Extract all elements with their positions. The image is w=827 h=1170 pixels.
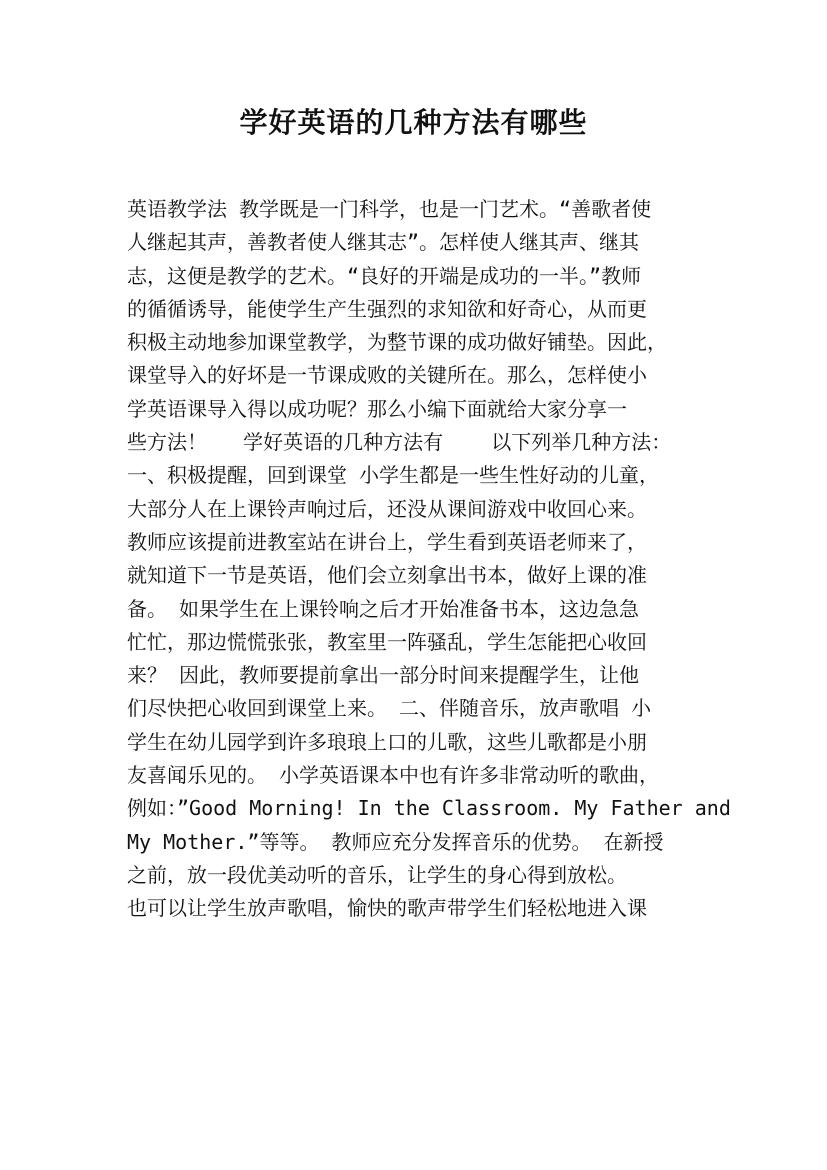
body-line-19: 例如：”Good Morning! In the Classroom. My Father and	[127, 796, 731, 821]
body-line-9: 一、积极提醒，回到课堂 小学生都是一些生性好动的儿童，	[127, 463, 660, 488]
body-line-17: 学生在幼儿园学到许多琅琅上口的儿歌，这些儿歌都是小朋	[127, 729, 647, 754]
body-line-2: 人继起其声，善教者使人继其志”。怎样使人继其声、继其	[127, 230, 640, 255]
body-line-8: 些方法！ 学好英语的几种方法有 以下列举几种方法：	[127, 430, 672, 455]
body-line-18: 友喜闻乐见的。 小学英语课本中也有许多非常动听的歌曲，	[127, 763, 660, 788]
body-line-5: 积极主动地参加课堂教学，为整节课的成功做好铺垫。因此，	[127, 330, 667, 355]
document-title: 学好英语的几种方法有哪些	[239, 106, 588, 139]
body-line-22: 也可以让学生放声歌唱，愉快的歌声带学生们轻松地进入课	[127, 896, 647, 921]
body-line-3: 志，这便是教学的艺术。“良好的开端是成功的一半。”教师	[127, 263, 642, 288]
document-body	[127, 193, 731, 926]
body-line-15: 来？ 因此，教师要提前拿出一部分时间来提醒学生，让他	[127, 663, 640, 688]
body-line-21: 之前，放一段优美动听的音乐，让学生的身心得到放松。	[127, 862, 627, 887]
body-line-7: 学英语课导入得以成功呢？那么小编下面就给大家分享一	[127, 396, 627, 421]
body-line-13: 备。 如果学生在上课铃响之后才开始准备书本，这边急急	[127, 596, 640, 621]
body-line-11: 教师应该提前进教室站在讲台上，学生看到英语老师来了，	[127, 529, 647, 554]
body-line-4: 的循循诱导，能使学生产生强烈的求知欲和好奇心，从而更	[127, 296, 647, 321]
body-line-1: 英语教学法 教学既是一门科学，也是一门艺术。“善歌者使	[127, 197, 652, 221]
body-line-10: 大部分人在上课铃声响过后，还没从课间游戏中收回心来。	[127, 496, 647, 521]
body-line-12: 就知道下一节是英语，他们会立刻拿出书本，做好上课的准	[127, 563, 647, 588]
body-line-16: 们尽快把心收回到课堂上来。 二、伴随音乐，放声歌唱 小	[127, 696, 652, 721]
body-line-14: 忙忙，那边慌慌张张，教室里一阵骚乱，学生怎能把心收回	[127, 629, 647, 654]
body-line-20: My Mother.”等等。 教师应充分发挥音乐的优势。 在新授	[127, 829, 664, 854]
body-line-6: 课堂导入的好坏是一节课成败的关键所在。那么，怎样使小	[127, 363, 647, 388]
